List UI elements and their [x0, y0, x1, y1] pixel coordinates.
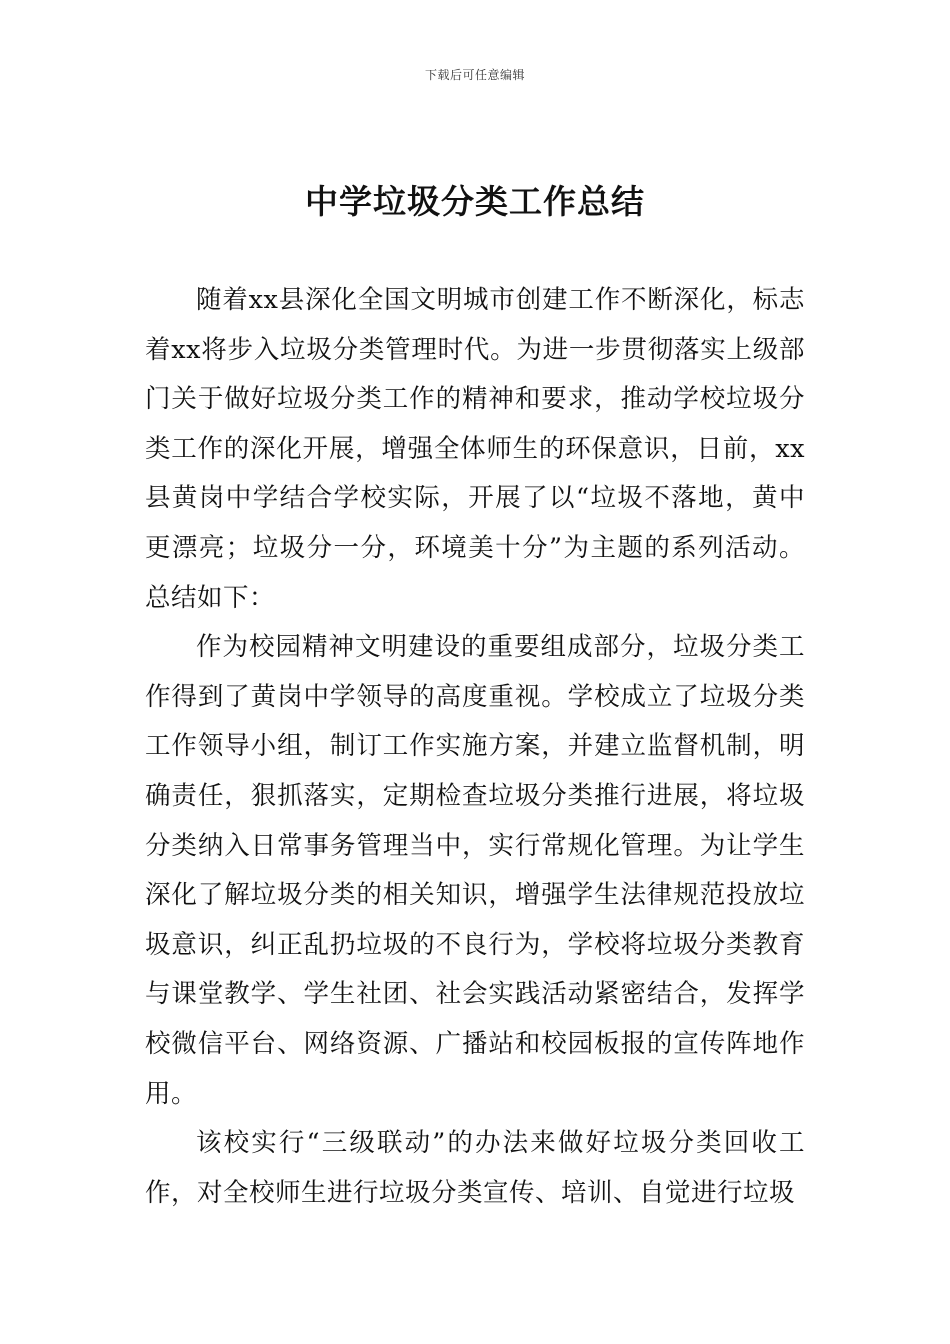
document-title: 中学垃圾分类工作总结 [305, 182, 645, 221]
paragraph-three-level: 该校实行“三级联动”的办法来做好垃圾分类回收工作，对全校师生进行垃圾分类宣传、培训、自觉进行垃圾 [145, 1128, 805, 1208]
paragraph-intro: 随着xx县深化全国文明城市创建工作不断深化，标志着xx将步入垃圾分类管理时代。为进一步贯彻落实上级部门关于做好垃圾分类工作的精神和要求，推动学校垃圾分类工作的深化开展，增强全体师生的环保意识，日前，xx县黄岗中学结合学校实际，开展了以“垃圾不落地，黄中更漂亮；垃圾分一分，环境美十分”为主题的系列活动。总结如下： [145, 285, 805, 613]
header-note: 下载后可任意编辑 [424, 68, 525, 82]
paragraph-leadership: 作为校园精神文明建设的重要组成部分，垃圾分类工作得到了黄岗中学领导的高度重视。学校成立了垃圾分类工作领导小组，制订工作实施方案，并建立监督机制，明确责任，狠抓落实，定期检查垃圾分类推行进展，将垃圾分类纳入日常事务管理当中，实行常规化管理。为让学生深化了解垃圾分类的相关知识，增强学生法律规范投放垃圾意识，纠正乱扔垃圾的不良行为，学校将垃圾分类教育与课堂教学、学生社团、社会实践活动紧密结合，发挥学校微信平台、网络资源、广播站和校园板报的宣传阵地作用。 [145, 632, 805, 1109]
document-body [145, 276, 805, 1218]
